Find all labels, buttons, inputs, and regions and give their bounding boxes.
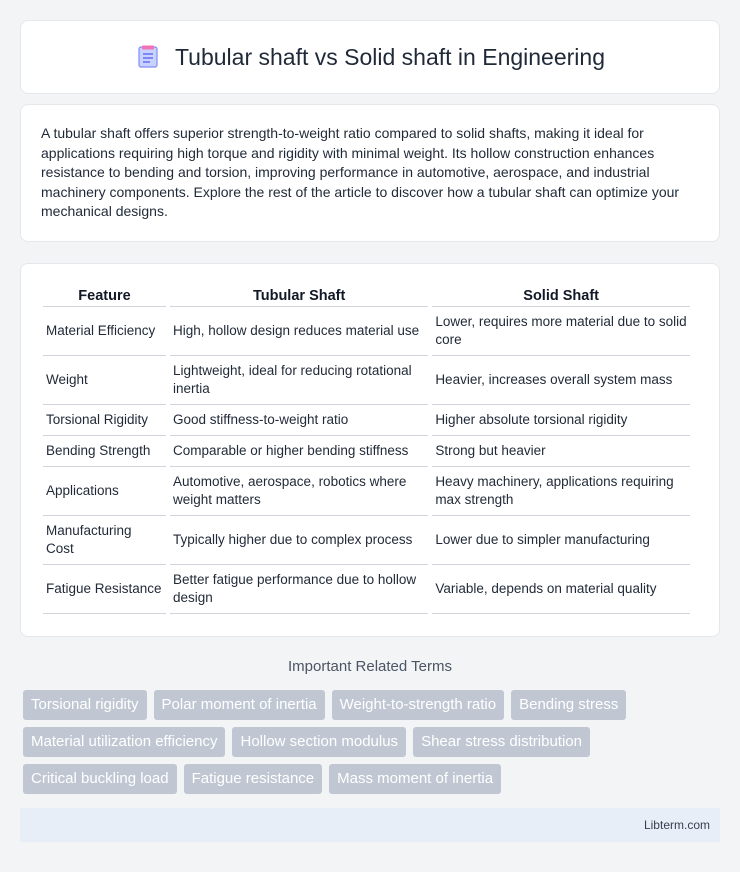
comparison-table bbox=[39, 286, 694, 614]
term-tag[interactable]: Material utilization efficiency bbox=[23, 727, 225, 757]
cell-tubular: Comparable or higher bending stiffness bbox=[170, 436, 428, 467]
header-feature: Feature bbox=[43, 286, 166, 307]
term-tag[interactable]: Bending stress bbox=[511, 690, 626, 720]
term-tag[interactable]: Hollow section modulus bbox=[232, 727, 406, 757]
cell-tubular: Typically higher due to complex process bbox=[170, 516, 428, 565]
term-tag[interactable]: Shear stress distribution bbox=[413, 727, 590, 757]
cell-feature: Applications bbox=[43, 467, 166, 516]
footer-brand[interactable]: Libterm.com bbox=[643, 818, 710, 832]
footer bbox=[20, 808, 720, 842]
cell-feature: Weight bbox=[43, 356, 166, 405]
cell-solid: Variable, depends on material quality bbox=[432, 565, 690, 614]
intro-card bbox=[20, 104, 720, 242]
related-terms bbox=[23, 690, 723, 801]
cell-solid: Higher absolute torsional rigidity bbox=[432, 405, 690, 436]
cell-tubular: Automotive, aerospace, robotics where weight matters bbox=[170, 467, 428, 516]
tag-row bbox=[23, 690, 723, 720]
header-tubular: Tubular Shaft bbox=[170, 286, 428, 307]
cell-solid: Heavy machinery, applications requiring max strength bbox=[432, 467, 690, 516]
cell-feature: Bending Strength bbox=[43, 436, 166, 467]
page-title: Tubular shaft vs Solid shaft in Engineering bbox=[174, 43, 605, 70]
term-tag[interactable]: Torsional rigidity bbox=[23, 690, 147, 720]
cell-tubular: Good stiffness-to-weight ratio bbox=[170, 405, 428, 436]
term-tag[interactable]: Weight-to-strength ratio bbox=[332, 690, 504, 720]
table-row bbox=[43, 467, 690, 516]
cell-feature: Fatigue Resistance bbox=[43, 565, 166, 614]
cell-solid: Strong but heavier bbox=[432, 436, 690, 467]
term-tag[interactable]: Critical buckling load bbox=[23, 764, 177, 794]
header-solid: Solid Shaft bbox=[432, 286, 690, 307]
cell-tubular: Better fatigue performance due to hollow design bbox=[170, 565, 428, 614]
table-row bbox=[43, 516, 690, 565]
term-tag[interactable]: Polar moment of inertia bbox=[154, 690, 325, 720]
document-icon bbox=[135, 44, 161, 70]
cell-tubular: High, hollow design reduces material use bbox=[170, 307, 428, 356]
table-row bbox=[43, 356, 690, 405]
tag-row bbox=[23, 764, 723, 794]
comparison-card bbox=[20, 263, 720, 637]
cell-tubular: Lightweight, ideal for reducing rotational inertia bbox=[170, 356, 428, 405]
cell-solid: Lower due to simpler manufacturing bbox=[432, 516, 690, 565]
cell-feature: Material Efficiency bbox=[43, 307, 166, 356]
tag-row bbox=[23, 727, 723, 757]
cell-feature: Manufacturing Cost bbox=[43, 516, 166, 565]
related-terms-title: Important Related Terms bbox=[288, 658, 452, 675]
title-wrap bbox=[135, 44, 605, 71]
term-tag[interactable]: Fatigue resistance bbox=[184, 764, 323, 794]
header-card bbox=[20, 20, 720, 94]
table-row bbox=[43, 307, 690, 356]
cell-feature: Torsional Rigidity bbox=[43, 405, 166, 436]
table-row bbox=[43, 405, 690, 436]
table-header-row bbox=[43, 286, 690, 307]
table-row bbox=[43, 565, 690, 614]
cell-solid: Heavier, increases overall system mass bbox=[432, 356, 690, 405]
cell-solid: Lower, requires more material due to solid core bbox=[432, 307, 690, 356]
table-row bbox=[43, 436, 690, 467]
intro-text: A tubular shaft offers superior strength-to-weight ratio compared to solid shafts, making it ideal for applications requiring high torque and rigidity with minimal weight. Its hollow construction enhances resistance to bending and torsion, improving performance in automotive, aerospace, and industrial machinery components. Explore the rest of the article to discover how a tubular shaft can optimize your mechanical designs. bbox=[41, 125, 680, 219]
term-tag[interactable]: Mass moment of inertia bbox=[329, 764, 501, 794]
